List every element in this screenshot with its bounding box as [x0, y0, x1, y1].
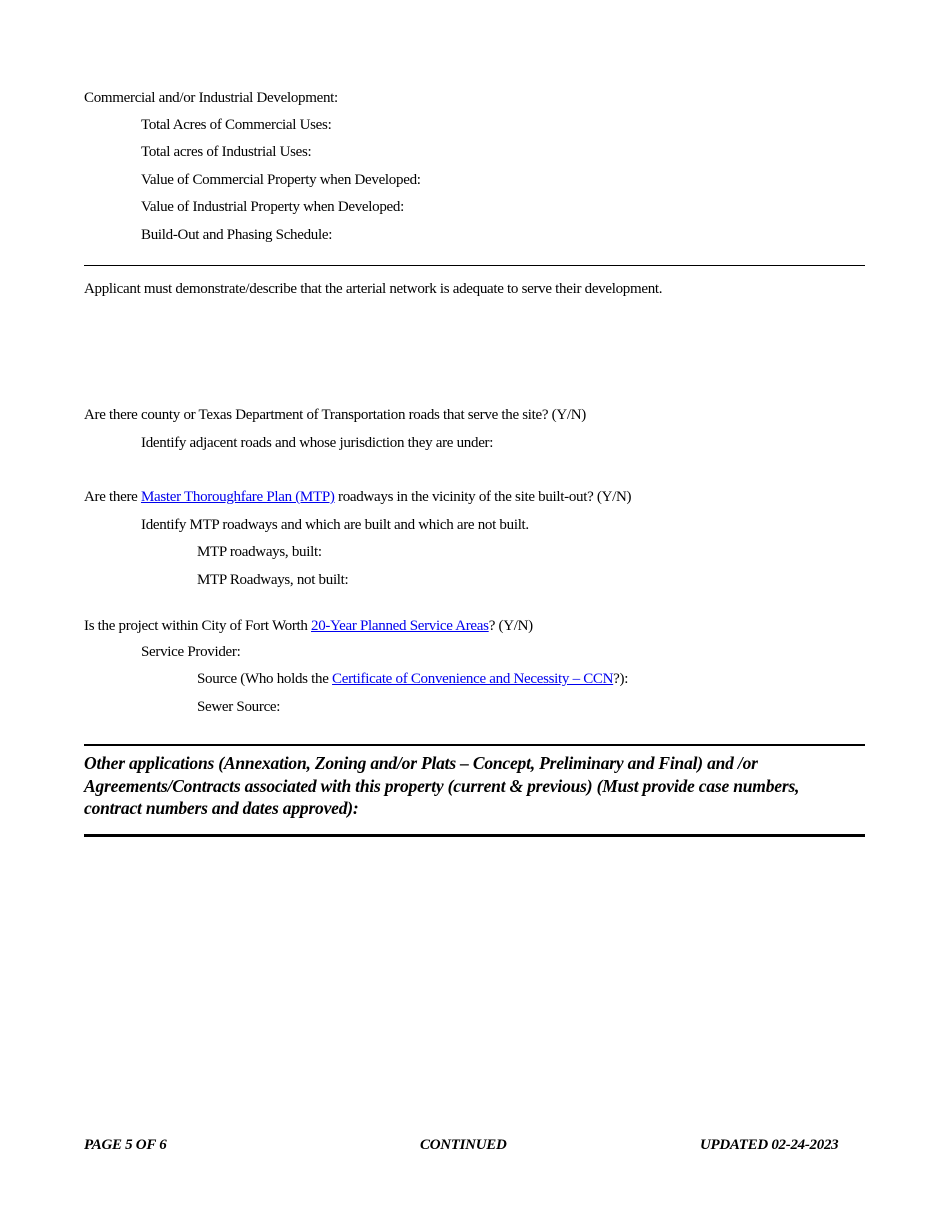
source-suffix: ?):	[613, 671, 629, 687]
planned-service-areas-link[interactable]: 20-Year Planned Service Areas	[311, 618, 489, 634]
page-number: PAGE 5 OF 6	[84, 1137, 167, 1153]
section-divider	[84, 265, 865, 266]
service-question-prefix: Is the project within City of Fort Worth	[84, 618, 312, 634]
service-provider-field: Service Provider:	[141, 644, 241, 660]
other-applications-heading: Other applications (Annexation, Zoning and/or Plats – Concept, Preliminary and Final) and /or Agreements/Contracts associated with this property (current & previous) (Must provide case numbers, contract numbers and dates approved):	[84, 753, 800, 818]
water-source-field	[197, 670, 628, 688]
mtp-not-built-field: MTP Roadways, not built:	[197, 572, 349, 588]
mtp-question	[84, 488, 631, 506]
industrial-acres-field: Total acres of Industrial Uses:	[141, 144, 312, 160]
sewer-source-field: Sewer Source:	[197, 699, 281, 715]
source-prefix: Source (Who holds the	[197, 671, 333, 687]
build-out-schedule-field: Build-Out and Phasing Schedule:	[141, 227, 333, 243]
commercial-acres-field: Total Acres of Commercial Uses:	[141, 117, 332, 133]
mtp-question-suffix: roadways in the vicinity of the site built-out? (Y/N)	[334, 489, 632, 505]
other-applications-bottom-rule	[84, 834, 865, 837]
commercial-heading: Commercial and/or Industrial Development:	[84, 90, 338, 106]
updated-date: UPDATED 02-24-2023	[700, 1137, 839, 1153]
mtp-identify-text: Identify MTP roadways and which are built and which are not built.	[141, 517, 529, 533]
county-roads-question: Are there county or Texas Department of Transportation roads that serve the site? (Y/N)	[84, 407, 587, 423]
ccn-link[interactable]: Certificate of Convenience and Necessity – CCN	[332, 671, 614, 687]
commercial-value-field: Value of Commercial Property when Developed:	[141, 172, 421, 188]
arterial-statement: Applicant must demonstrate/describe that the arterial network is adequate to serve their development.	[84, 281, 663, 297]
adjacent-roads-field: Identify adjacent roads and whose jurisdiction they are under:	[141, 435, 494, 451]
mtp-link[interactable]: Master Thoroughfare Plan (MTP)	[140, 489, 335, 505]
other-applications-top-rule	[84, 744, 865, 746]
continued-label: CONTINUED	[420, 1137, 507, 1153]
mtp-built-field: MTP roadways, built:	[197, 544, 322, 560]
service-area-question	[84, 617, 533, 635]
mtp-question-prefix: Are there	[84, 489, 141, 505]
industrial-value-field: Value of Industrial Property when Developed:	[141, 199, 404, 215]
service-question-suffix: ? (Y/N)	[488, 618, 533, 634]
